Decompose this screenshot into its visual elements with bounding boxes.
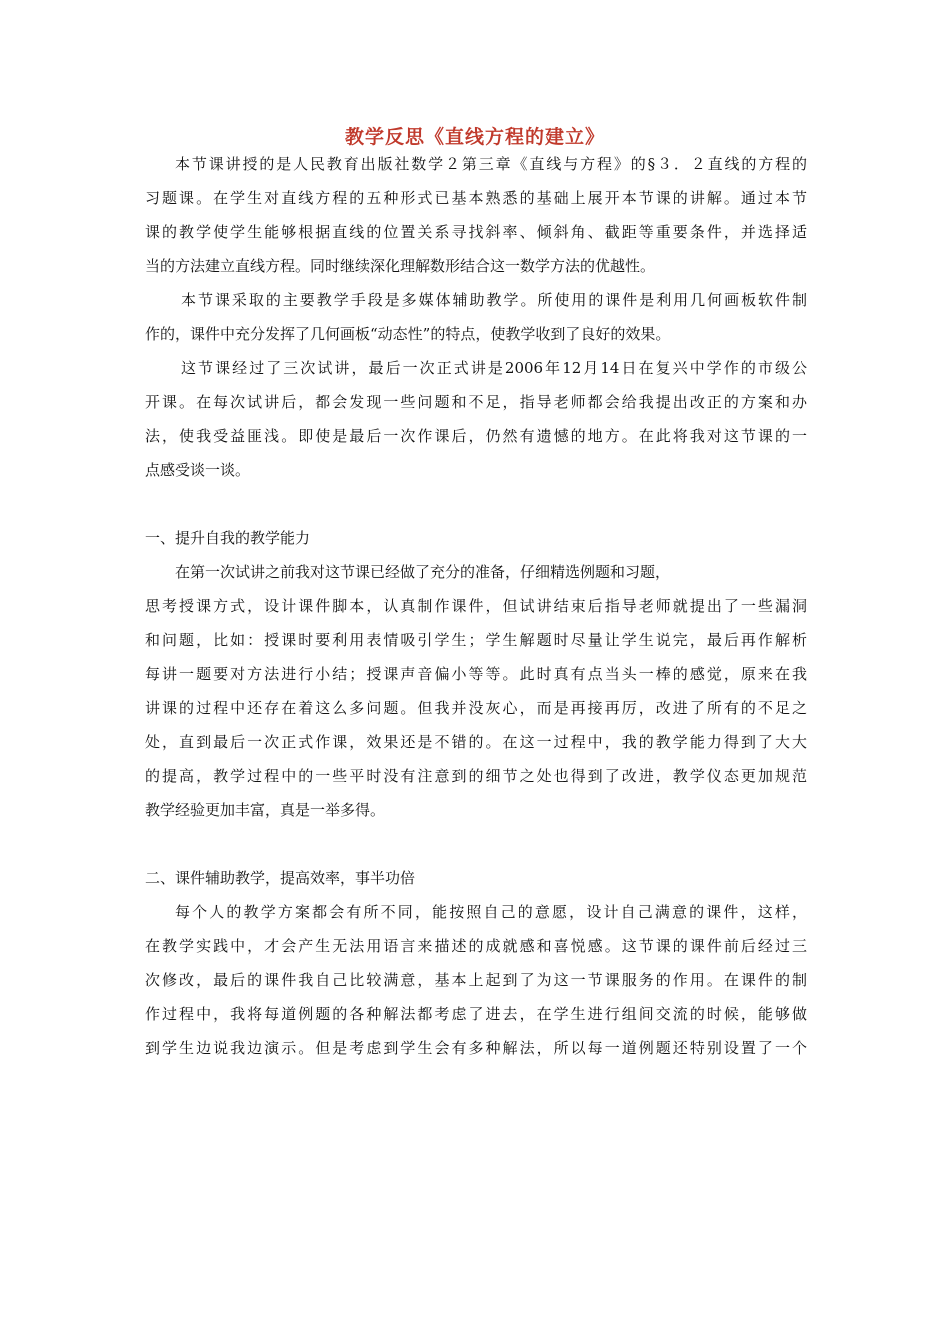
paragraph-3-line-1: 这节课经过了三次试讲，最后一次正式讲是2006年12月14日在复兴中学作的市级公 bbox=[181, 359, 807, 377]
spacer bbox=[145, 487, 807, 521]
section-1-line-8: 教学经验更加丰富，真是一举多得。 bbox=[145, 801, 386, 819]
section-2-line-4: 作过程中，我将每道例题的各种解法都考虑了进去，在学生进行组间交流的时候，能够做 bbox=[145, 1005, 807, 1023]
section-1-line-1: 在第一次试讲之前我对这节课已经做了充分的准备，仔细精选例题和习题， bbox=[175, 563, 671, 581]
section-2-heading: 二、课件辅助教学，提高效率，事半功倍 bbox=[145, 869, 416, 887]
paragraph-2-line-2: 作的，课件中充分发挥了几何画板“动态性”的特点，使教学收到了良好的效果。 bbox=[145, 325, 671, 343]
paragraph-1-line-1: 本节课讲授的是人民教育出版社数学２第三章《直线与方程》的§３．２直线的方程的 bbox=[175, 155, 807, 173]
document-body bbox=[145, 147, 807, 1065]
paragraph-1-line-4: 当的方法建立直线方程。同时继续深化理解数形结合这一数学方法的优越性。 bbox=[145, 257, 656, 275]
spacer bbox=[145, 827, 807, 861]
section-1-line-3: 和问题，比如：授课时要利用表情吸引学生；学生解题时尽量让学生说完，最后再作解析 bbox=[145, 631, 807, 649]
paragraph-3-line-4: 点感受谈一谈。 bbox=[145, 461, 251, 479]
section-2-line-1: 每个人的教学方案都会有所不同，能按照自己的意愿，设计自己满意的课件，这样， bbox=[175, 903, 807, 921]
section-1-line-4: 每讲一题要对方法进行小结；授课声音偏小等等。此时真有点当头一棒的感觉，原来在我 bbox=[145, 665, 807, 683]
document-title: 教学反思《直线方程的建立》 bbox=[344, 126, 605, 148]
section-1-line-5: 讲课的过程中还存在着这么多问题。但我并没灰心，而是再接再厉，改进了所有的不足之 bbox=[145, 699, 807, 717]
paragraph-3-line-3: 法，使我受益匪浅。即使是最后一次作课后，仍然有遗憾的地方。在此将我对这节课的一 bbox=[145, 427, 807, 445]
paragraph-3-line-2: 开课。在每次试讲后，都会发现一些问题和不足，指导老师都会给我提出改正的方案和办 bbox=[145, 393, 807, 411]
paragraph-1-line-2: 习题课。在学生对直线方程的五种形式已基本熟悉的基础上展开本节课的讲解。通过本节 bbox=[145, 189, 807, 207]
section-2-line-2: 在教学实践中，才会产生无法用语言来描述的成就感和喜悦感。这节课的课件前后经过三 bbox=[145, 937, 807, 955]
paragraph-2-line-1: 本节课采取的主要教学手段是多媒体辅助教学。所使用的课件是利用几何画板软件制 bbox=[181, 291, 807, 309]
section-2-line-3: 次修改，最后的课件我自己比较满意，基本上起到了为这一节课服务的作用。在课件的制 bbox=[145, 971, 807, 989]
section-1-line-6: 处，直到最后一次正式作课，效果还是不错的。在这一过程中，我的教学能力得到了大大 bbox=[145, 733, 807, 751]
section-1-line-2: 思考授课方式，设计课件脚本，认真制作课件，但试讲结束后指导老师就提出了一些漏洞 bbox=[145, 597, 807, 615]
section-2-line-5: 到学生边说我边演示。但是考虑到学生会有多种解法，所以每一道例题还特别设置了一个 bbox=[145, 1039, 807, 1057]
paragraph-1-line-3: 课的教学使学生能够根据直线的位置关系寻找斜率、倾斜角、截距等重要条件，并选择适 bbox=[145, 223, 807, 241]
section-1-line-7: 的提高，教学过程中的一些平时没有注意到的细节之处也得到了改进，教学仪态更加规范 bbox=[145, 767, 807, 785]
section-1-heading: 一、提升自我的教学能力 bbox=[145, 529, 311, 547]
